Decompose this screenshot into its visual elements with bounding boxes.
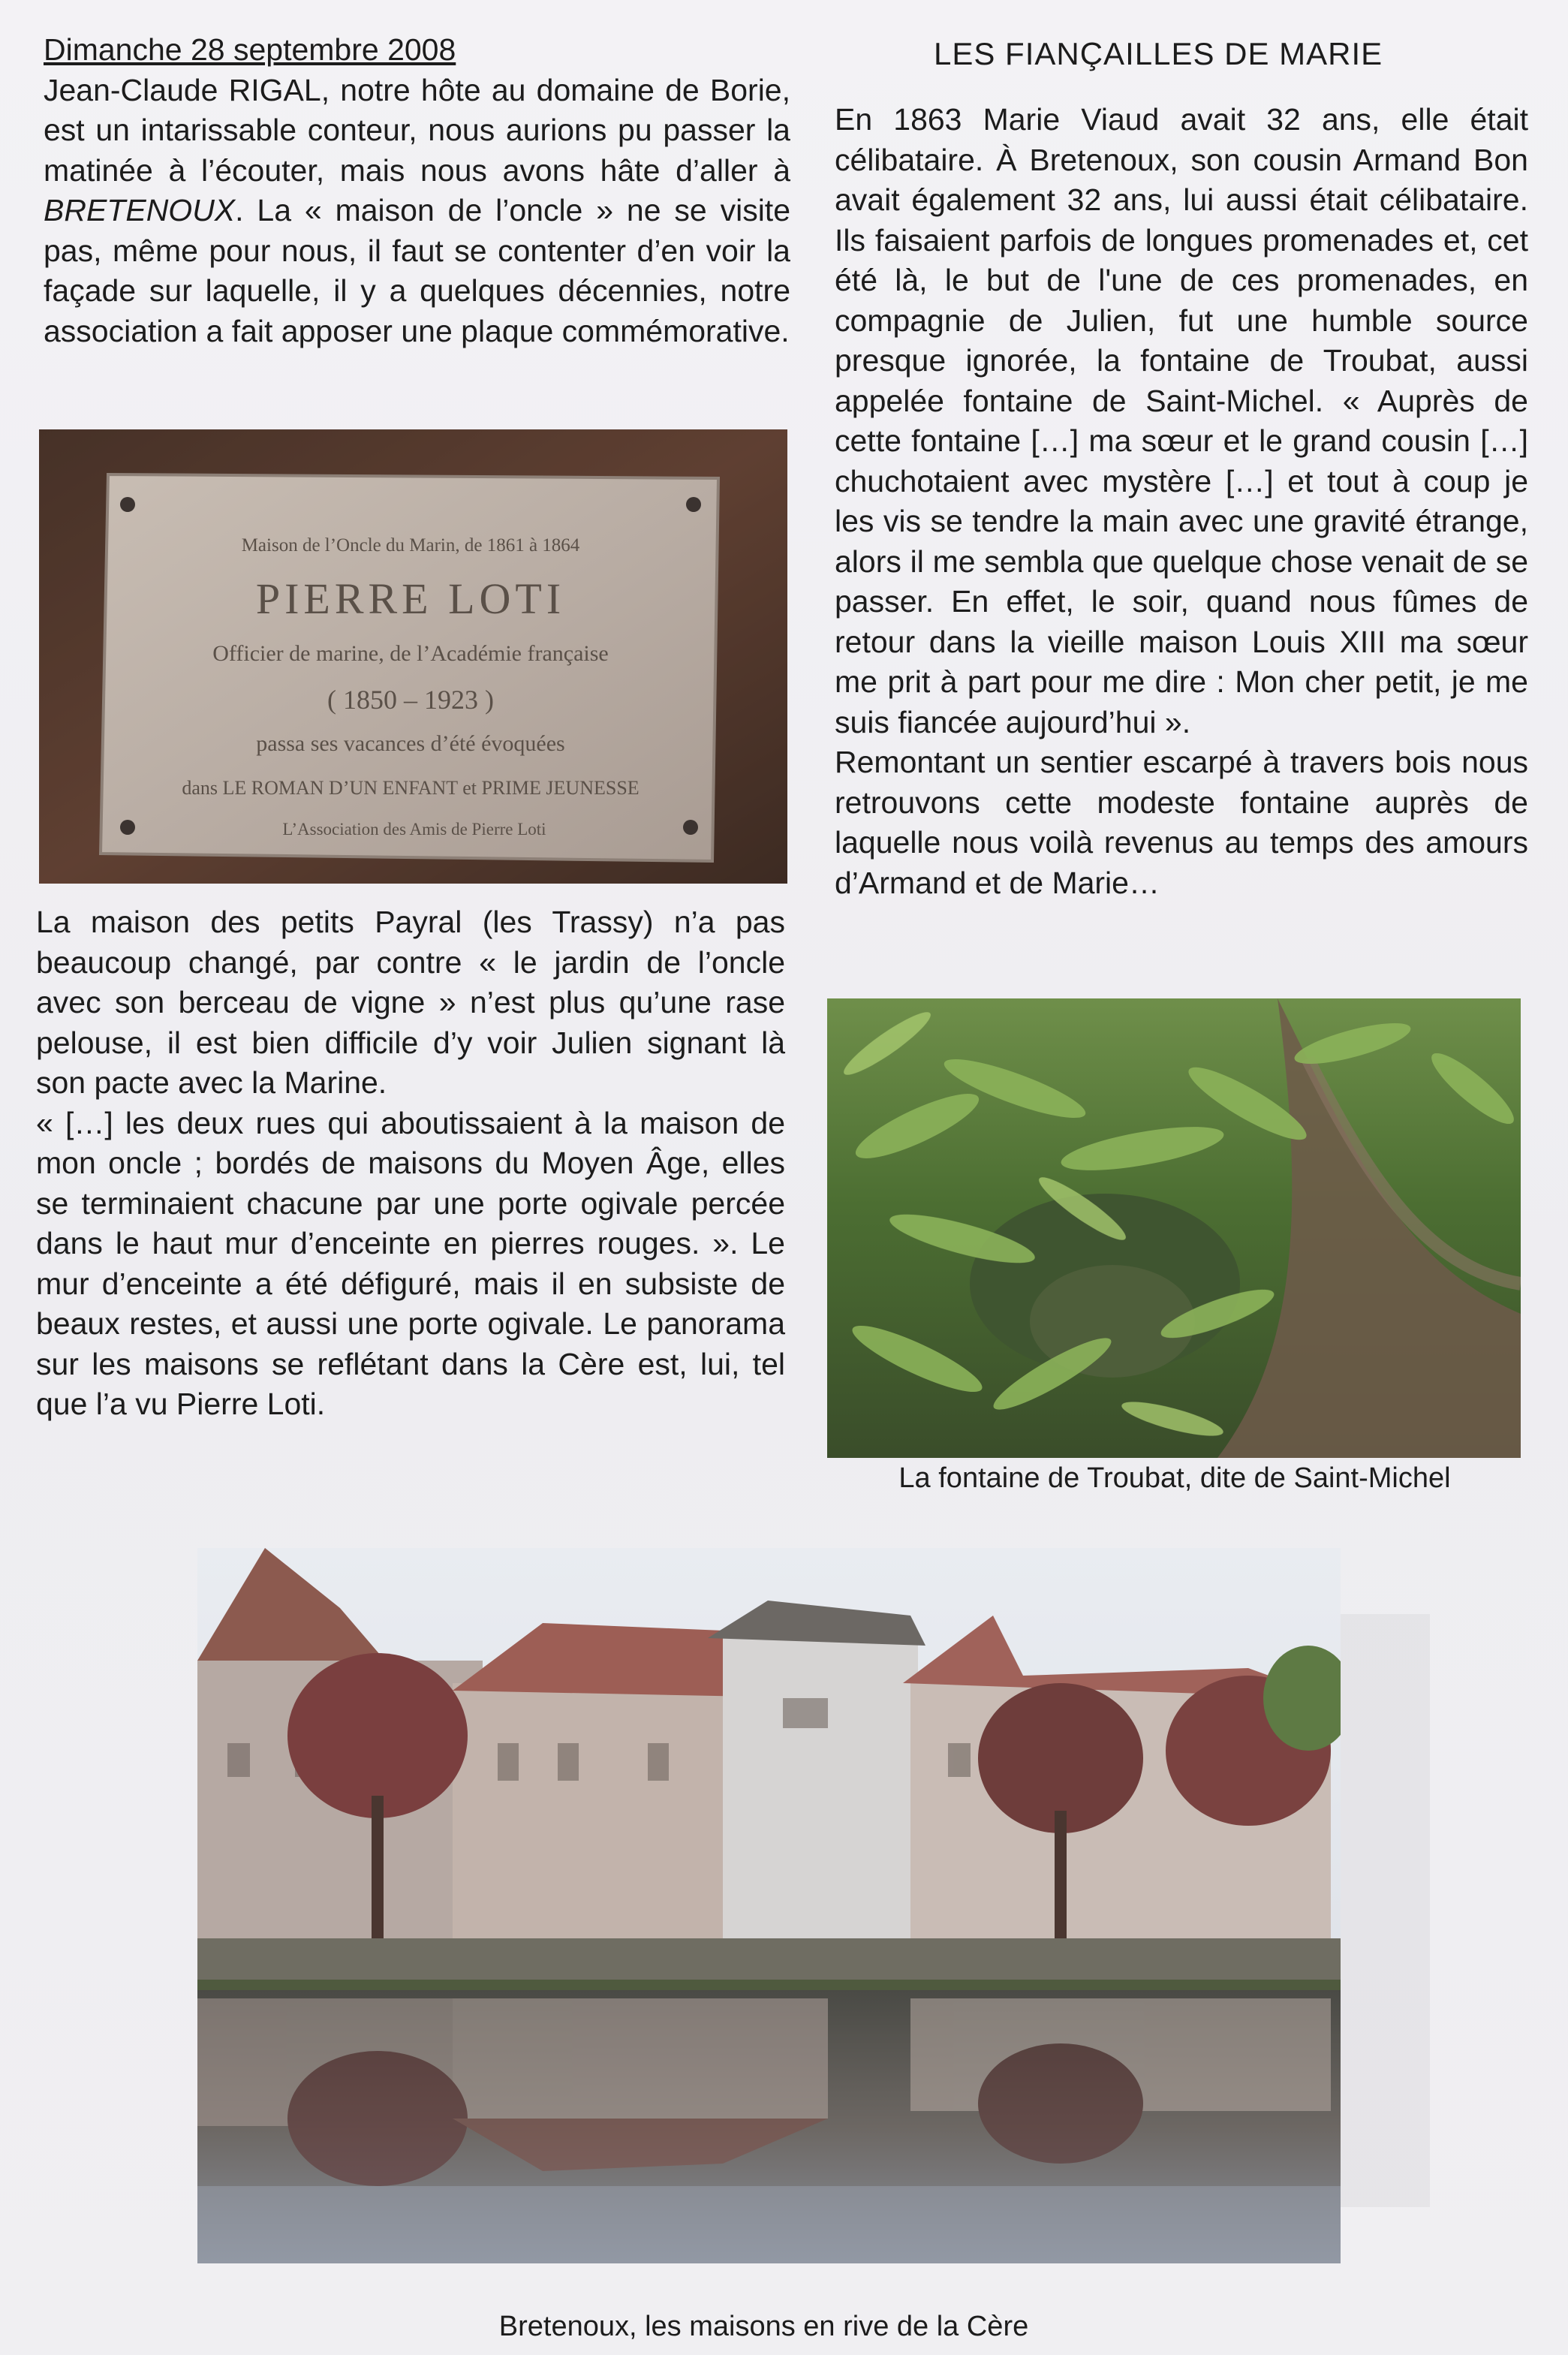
bretenoux-caption: Bretenoux, les maisons en rive de la Cère bbox=[498, 2311, 1029, 2342]
fontaine-photo bbox=[827, 998, 1521, 1458]
plaque-line-6: dans LE ROMAN D’UN ENFANT et PRIME JEUNESSE bbox=[182, 777, 640, 799]
plaque-line-3: Officier de marine, de l’Académie française bbox=[212, 641, 609, 666]
sentier-paragraph: Remontant un sentier escarpé à travers bois nous retrouvons cette modeste fontaine auprès de laquelle nous voilà revenus au temps des amours d’Armand et de Marie… bbox=[835, 745, 1528, 900]
intro-paragraph: Jean-Claude RIGAL, notre hôte au domaine de Borie, est un intarissable conteur, nous aurions pu passer la matinée à l’écouter, mais nous avons hâte d’aller à BRETENOUX. La « maison de l’oncle » ne se visite pas, même pour nous, il faut se contenter d’en voir la façade sur laquelle, il y a quelques décennies, notre association a fait apposer une plaque commémorative. bbox=[44, 72, 790, 348]
bretenoux-photo bbox=[197, 1548, 1341, 2263]
plaque-photo bbox=[39, 429, 787, 884]
right-column bbox=[835, 100, 1528, 903]
quote-paragraph: « […] les deux rues qui aboutissaient à la maison de mon oncle ; bordés de maisons du Moyen Âge, elles se terminaient chacune par une porte ogivale percée dans le haut mur d’enceinte en pierres rouges. ». Le mur d’enceinte a été défiguré, mais il en subsiste de beaux restes, et aussi une porte ogivale. Le panorama sur les maisons se reflétant dans la Cère est, lui, tel que l’a vu Pierre Loti. bbox=[36, 1105, 785, 1421]
fontaine-caption: La fontaine de Troubat, dite de Saint-Michel bbox=[898, 1462, 1451, 1494]
section-title: LES FIANÇAILLES DE MARIE bbox=[934, 36, 1383, 71]
left-column-intro bbox=[44, 30, 790, 351]
fiancailles-paragraph: En 1863 Marie Viaud avait 32 ans, elle était célibataire. À Bretenoux, son cousin Armand Bon avait également 32 ans, lui aussi était célibataire. Ils faisaient parfois de longues promenades et, cet été là, le but de l'une de ces promenades, en compagnie de Julien, fut une humble source presque ignorée, la fontaine de Troubat, aussi appelée fontaine de Saint-Michel. « Auprès de cette fontaine […] ma sœur et le grand cousin […] chuchotaient avec mystère […] et tout à coup je les vis se tendre la main avec une gravité étrange, alors il me sembla que quelque chose venait de se passer. En effet, le soir, quand nous fûmes de retour dans la vieille maison Louis XIII ma sœur me prit à part pour me dire : Mon cher petit, je me suis fiancée aujourd’hui ». bbox=[835, 102, 1528, 739]
plaque-line-2: PIERRE LOTI bbox=[255, 574, 566, 623]
plaque-line-4: ( 1850 – 1923 ) bbox=[327, 685, 494, 715]
plaque-line-5: passa ses vacances d’été évoquées bbox=[256, 731, 565, 756]
left-column-lower bbox=[36, 902, 785, 1425]
date-heading: Dimanche 28 septembre 2008 bbox=[44, 32, 456, 67]
plaque-line-1: Maison de l’Oncle du Marin, de 1861 à 1864 bbox=[241, 535, 580, 556]
place-name: BRETENOUX bbox=[44, 193, 236, 227]
payral-paragraph: La maison des petits Payral (les Trassy) n’a pas beaucoup changé, par contre « le jardin de l’oncle avec son berceau de vigne » n’est plus qu’une rase pelouse, il est bien difficile d’y voir Julien signant là son pacte avec la Marine. bbox=[36, 905, 785, 1100]
plaque-line-7: L’Association des Amis de Pierre Loti bbox=[282, 820, 546, 839]
